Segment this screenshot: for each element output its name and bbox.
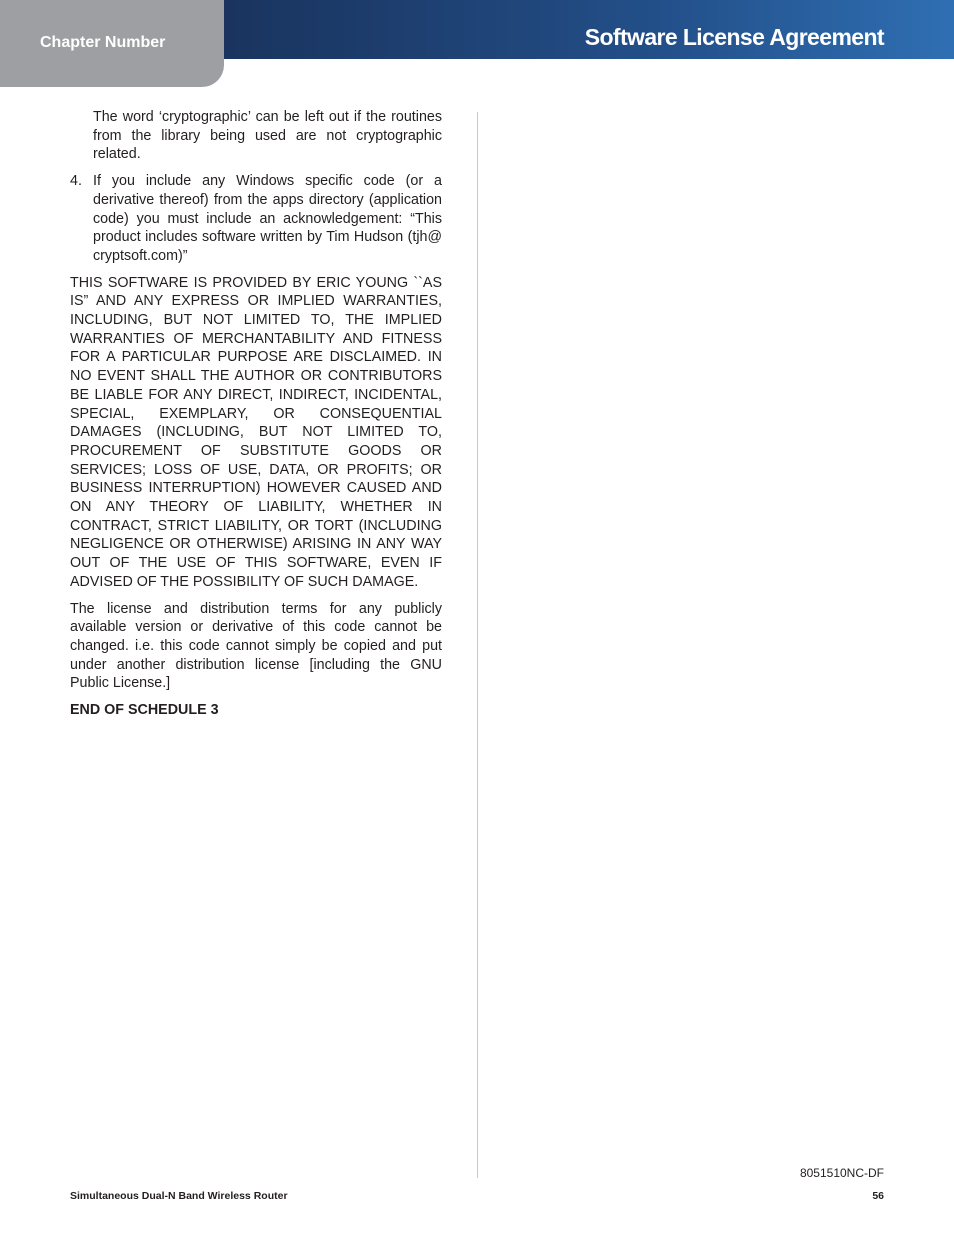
indented-paragraph: The word ‘cryptographic’ can be left out if the routines from the library being used are not cryptographic related. bbox=[93, 109, 442, 163]
warranty-disclaimer: THIS SOFTWARE IS PROVIDED BY ERIC YOUNG ``AS IS” AND ANY EXPRESS OR IMPLIED WARRANTIES, INCLUDING, BUT NOT LIMITED TO, THE IMPLIED WARRANTIES OF MERCHANTABILITY AND FITNESS FOR A PARTICULAR PURPOSE ARE DISCLAIMED. IN NO EVENT SHALL THE AUTHOR OR CONTRIBUTORS BE LIABLE FOR ANY DIRECT, INDIRECT, INCIDENTAL, SPECIAL, EXEMPLARY, OR CONSEQUENTIAL DAMAGES (INCLUDING, BUT NOT LIMITED TO, PROCUREMENT OF SUBSTITUTE GOODS OR SERVICES; LOSS OF USE, DATA, OR PROFITS; OR BUSINESS INTERRUPTION) HOWEVER CAUSED AND ON ANY THEORY OF LIABILITY, WHETHER IN CONTRACT, STRICT LIABILITY, OR TORT (INCLUDING NEGLIGENCE OR OTHERWISE) ARISING IN ANY WAY OUT OF THE USE OF THIS SOFTWARE, EVEN IF ADVISED OF THE POSSIBILITY OF SUCH DAMAGE. bbox=[70, 274, 442, 590]
chapter-tab bbox=[0, 0, 224, 87]
chapter-label: Chapter Number bbox=[40, 34, 166, 51]
list-item-number: 4. bbox=[70, 173, 82, 190]
list-item bbox=[70, 172, 442, 266]
left-column bbox=[70, 108, 442, 728]
column-divider bbox=[477, 112, 478, 1178]
list-item-text: If you include any Windows specific code (or a derivative thereof) from the apps directory (application code) you must include an acknowledgement: “This product includes software written by Tim Hudson (tjh@ cryptsoft.com)” bbox=[93, 173, 442, 264]
document-code: 8051510NC-DF bbox=[799, 1166, 884, 1180]
footer-product-name: Simultaneous Dual-N Band Wireless Router bbox=[70, 1190, 288, 1202]
license-paragraph: The license and distribution terms for any publicly available version or derivative of this code cannot be changed. i.e. this code cannot simply be copied and put under another distribution license [including the GNU Public License.] bbox=[70, 600, 442, 692]
end-of-schedule-heading: END OF SCHEDULE 3 bbox=[70, 702, 219, 719]
document-title: Software License Agreement bbox=[584, 24, 884, 50]
page-number: 56 bbox=[872, 1190, 884, 1202]
